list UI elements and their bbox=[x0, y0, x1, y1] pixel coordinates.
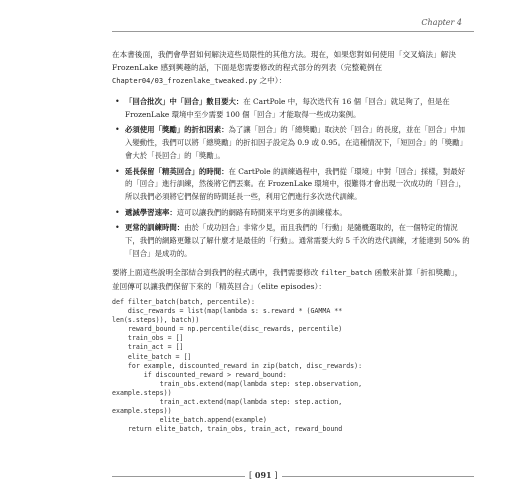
code-line: return elite_batch, train_obs, train_act, reward_bound bbox=[112, 425, 343, 434]
intro-code-path: Chapter04/03_frozenlake_tweaked.py bbox=[112, 77, 257, 85]
list-item-title: 遞減學習速率： bbox=[125, 207, 177, 217]
chapter-header: Chapter 4 bbox=[421, 18, 462, 27]
code-line: reward_bound = np.percentile(disc_rewards, percentile) bbox=[112, 325, 343, 334]
code-line: disc_rewards = list(map(lambda s: s.reward * (GAMMA ** bbox=[112, 307, 343, 316]
page-footer bbox=[0, 470, 520, 484]
lead-function-name: filter_batch bbox=[320, 269, 373, 277]
list-item-title: 延長保留「精英回合」的時間： bbox=[125, 166, 229, 176]
bullet-icon: • bbox=[115, 97, 120, 106]
code-line: train_act.extend(map(lambda step: step.action, bbox=[112, 398, 343, 407]
code-line: elite_batch = [] bbox=[112, 352, 192, 361]
code-listing bbox=[112, 298, 464, 434]
list-item-title: 「回合批次」中「回合」數目要大： bbox=[125, 97, 244, 106]
intro-paragraph bbox=[112, 48, 467, 88]
code-line: len(s.steps)), batch)) bbox=[112, 316, 200, 325]
header-rule bbox=[112, 31, 474, 32]
code-line: for example, discounted_reward in zip(batch, disc_rewards): bbox=[112, 361, 363, 370]
bullet-icon: • bbox=[115, 125, 120, 135]
list-item bbox=[112, 207, 470, 220]
bullet-icon: • bbox=[115, 223, 120, 233]
list-item-text: 在 CartPole 的訓練過程中，我們從「環境」中對「回合」採樣，對最好的「回合」進行訓練，然後將它們丟棄。在 FrozenLake 環境中，很難得才會出現一次成功的「回合」，所以我們必須將它們保留的時間延長一些，利用它們進行多次迭代訓練。 bbox=[125, 166, 466, 201]
code-line: if discounted_reward > reward_bound: bbox=[112, 370, 287, 379]
tips-list bbox=[112, 96, 470, 263]
list-item-title: 必須使用「獎勵」的折扣因素： bbox=[125, 125, 229, 135]
list-item bbox=[112, 166, 470, 204]
list-item-text: 這可以讓我們的網路有時間來平均更多的訓練樣本。 bbox=[176, 207, 347, 217]
code-line: train_act = [] bbox=[112, 343, 184, 352]
page-number-value: 091 bbox=[254, 470, 272, 480]
bullet-icon: • bbox=[115, 166, 120, 176]
intro-text-a: 在本書後面，我們會學習如何解決這些局限性的其他方法。現在，如果您對如何使用「交叉熵法」解決 FrozenLake 感到興趣的話，下面是您需要修改的程式部分的列表（完整範例在 bbox=[112, 50, 456, 72]
code-line: example.steps)) bbox=[112, 407, 172, 416]
bullet-icon: • bbox=[115, 207, 120, 217]
list-item bbox=[112, 222, 470, 260]
list-item bbox=[112, 124, 470, 162]
list-item-text: 由於「成功回合」非常少見，而且我們的「行動」是隨機選取的，在一個特定的情況下，我們的網路更難以了解什麼才是最佳的「行動」。通常需要大約 5 千次的迭代訓練，才能達到 50% 的「回合」是成功的。 bbox=[125, 223, 470, 258]
lead-text-b: 函數來計算「折扣獎勵」，並回傳可以讓我們保留下來的「精英回合」（elite episodes）： bbox=[112, 268, 463, 291]
page-bracket-left: [ bbox=[249, 471, 253, 480]
code-line: train_obs.extend(map(lambda step: step.observation, bbox=[112, 379, 363, 388]
intro-text-b: 之中）： bbox=[257, 76, 287, 85]
list-item-title: 更常的訓練時間： bbox=[125, 223, 185, 233]
code-line: elite_batch.append(example) bbox=[112, 416, 267, 425]
page-number bbox=[245, 470, 282, 480]
list-item-text: 在 CartPole 中，每次迭代有 16 個「回合」就足夠了，但是在 FrozenLake 環境中至少需要 100 個「回合」才能取得一些成功案例。 bbox=[125, 97, 450, 119]
lead-text-a: 要將上面這些說明全部結合到我們的程式碼中，我們需要修改 bbox=[112, 268, 321, 277]
footer-rule bbox=[112, 476, 474, 477]
code-line: example.steps)) bbox=[112, 388, 172, 397]
list-item-text: 為了讓「回合」的「總獎勵」取決於「回合」的長度，並在「回合」中加入變動性，我們可以將「總獎勵」的折扣因子設定為 0.9 或 0.95。在這種情況下，「短回合」的「獎勵」會大於「長回合」的「獎勵」。 bbox=[125, 125, 467, 160]
code-line: train_obs = [] bbox=[112, 334, 184, 343]
code-line: def filter_batch(batch, percentile): bbox=[112, 298, 255, 306]
lead-paragraph bbox=[112, 266, 467, 293]
page-bracket-right: ] bbox=[274, 471, 278, 480]
list-item bbox=[112, 96, 470, 121]
